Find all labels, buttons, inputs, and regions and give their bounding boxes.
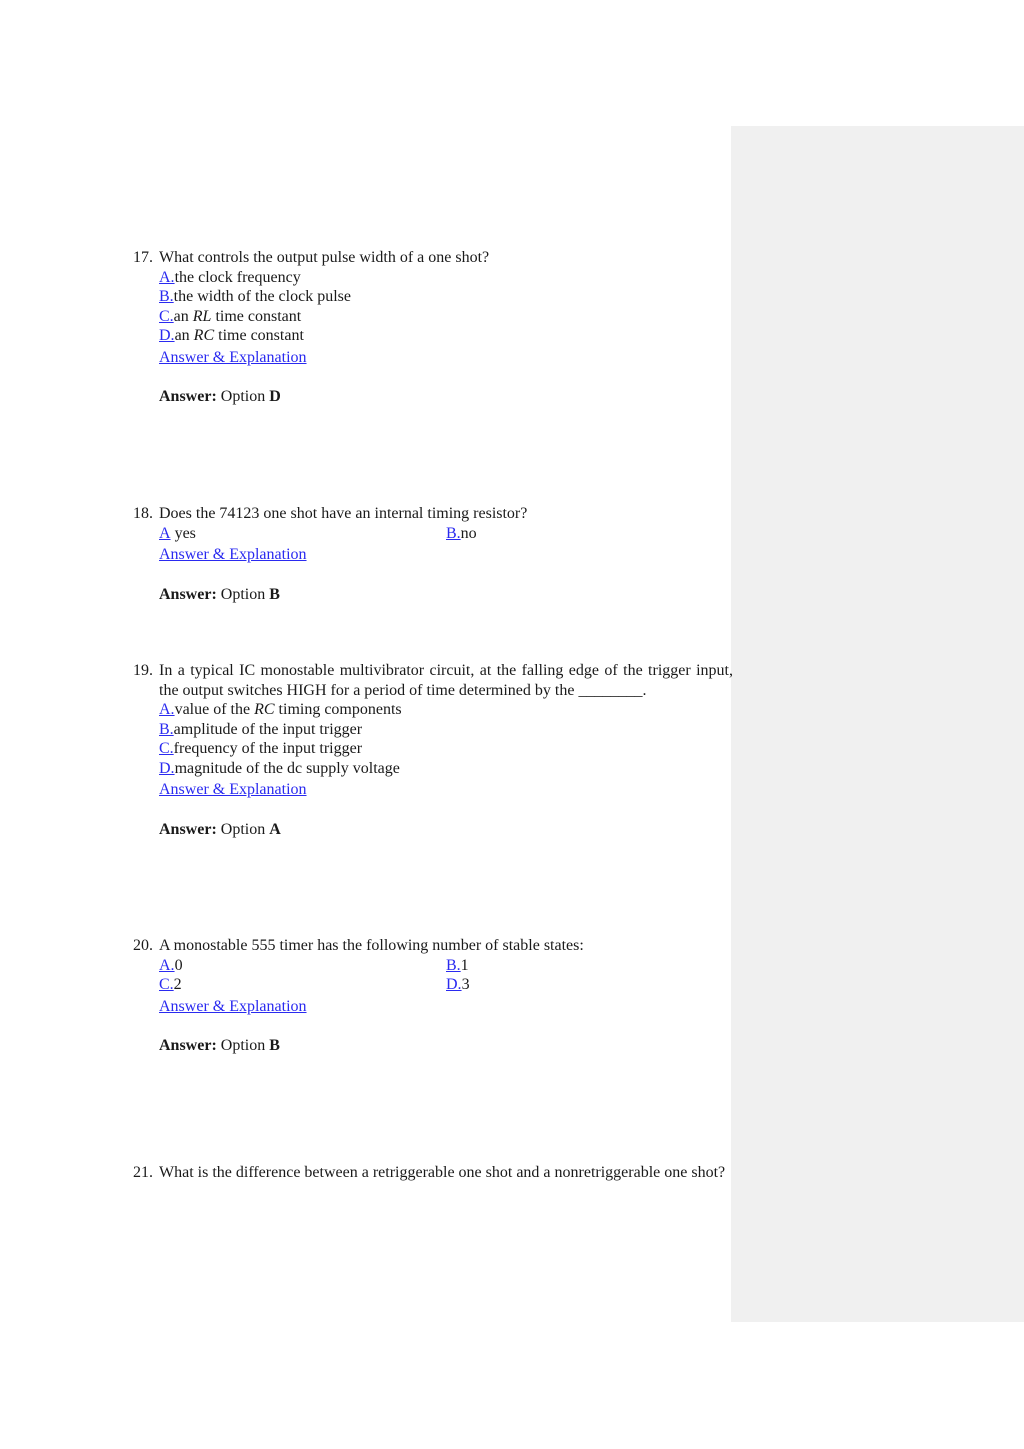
option-a-text: 0	[174, 956, 183, 974]
question-number: 19.	[133, 662, 153, 679]
option-a	[159, 524, 446, 544]
answer-line: Answer: Option D	[159, 388, 281, 405]
question-text	[133, 1163, 733, 1183]
option-d	[446, 975, 733, 995]
option-b	[446, 956, 733, 976]
option-b-text: the width of the clock pulse	[173, 288, 351, 305]
option-d-link[interactable]: D.	[159, 759, 175, 777]
options-list	[159, 524, 733, 544]
option-b-text: 1	[460, 956, 469, 974]
question-body: A monostable 555 timer has the following number of stable states:	[159, 937, 584, 954]
question-21	[133, 1163, 733, 1183]
option-d-text: an RC time constant	[174, 327, 304, 344]
option-a-link[interactable]: A.	[159, 956, 175, 974]
answer-line: Answer: Option B	[159, 1037, 280, 1054]
option-b	[159, 287, 448, 307]
question-body: In a typical IC monostable multivibrator circuit, at the falling edge of the trigger input, the output switches HIGH for a period of time determined by the ________.	[159, 662, 733, 699]
question-17	[133, 248, 733, 407]
option-a-link[interactable]: A.	[159, 268, 175, 286]
option-c-text: frequency of the input trigger	[173, 740, 363, 757]
question-body: What is the difference between a retriggerable one shot and a nonretriggerable one shot?	[159, 1164, 726, 1181]
option-c-text: an RL time constant	[173, 307, 302, 325]
option-a	[159, 700, 559, 720]
option-d-link[interactable]: D.	[159, 327, 175, 344]
question-number: 17.	[133, 249, 153, 266]
option-d-text: magnitude of the dc supply voltage	[174, 759, 400, 777]
question-text	[133, 248, 733, 268]
options-list	[159, 700, 733, 778]
option-a	[159, 956, 446, 976]
option-c	[159, 739, 559, 759]
option-a-text: the clock frequency	[174, 268, 301, 286]
option-d	[159, 759, 559, 779]
option-d-text: 3	[461, 976, 470, 993]
option-d	[159, 326, 448, 346]
question-number: 21.	[133, 1164, 153, 1181]
option-b-link[interactable]: B.	[159, 720, 174, 738]
answer-explanation-link[interactable]: Answer & Explanation	[159, 348, 307, 366]
question-19	[133, 661, 733, 839]
answer-explanation-link[interactable]: Answer & Explanation	[159, 781, 307, 798]
question-20	[133, 936, 733, 1056]
option-b-link[interactable]: B.	[159, 288, 174, 305]
option-a	[159, 268, 448, 288]
question-text	[133, 661, 733, 700]
option-c-text: 2	[173, 976, 182, 993]
option-c-link[interactable]: C.	[159, 307, 174, 325]
comment-pane	[731, 126, 1024, 1322]
option-b-text: amplitude of the input trigger	[173, 720, 363, 738]
question-number: 20.	[133, 937, 153, 954]
question-text	[133, 504, 733, 524]
option-b-link[interactable]: B.	[446, 956, 461, 974]
option-c	[159, 975, 446, 995]
option-b	[159, 720, 559, 740]
option-c-link[interactable]: C.	[159, 740, 174, 757]
options-list	[159, 956, 733, 995]
option-b-text: no	[460, 524, 477, 542]
option-a-link[interactable]: A.	[159, 701, 175, 718]
question-18	[133, 504, 733, 604]
options-list	[159, 268, 733, 346]
option-a-link[interactable]: A	[159, 524, 171, 542]
answer-explanation-link[interactable]: Answer & Explanation	[159, 546, 307, 563]
question-body: Does the 74123 one shot have an internal timing resistor?	[159, 505, 528, 522]
answer-explanation-link[interactable]: Answer & Explanation	[159, 997, 307, 1015]
answer-line: Answer: Option B	[159, 585, 280, 603]
option-b-link[interactable]: B.	[446, 524, 461, 542]
question-text	[133, 936, 733, 956]
answer-line: Answer: Option A	[159, 820, 281, 838]
option-a-text: value of the RC timing components	[174, 701, 402, 718]
option-c	[159, 307, 448, 327]
option-c-link[interactable]: C.	[159, 976, 174, 993]
option-d-link[interactable]: D.	[446, 976, 462, 993]
option-b	[446, 524, 733, 544]
question-number: 18.	[133, 505, 153, 522]
option-a-text: yes	[170, 524, 196, 542]
question-body: What controls the output pulse width of a one shot?	[159, 249, 490, 266]
